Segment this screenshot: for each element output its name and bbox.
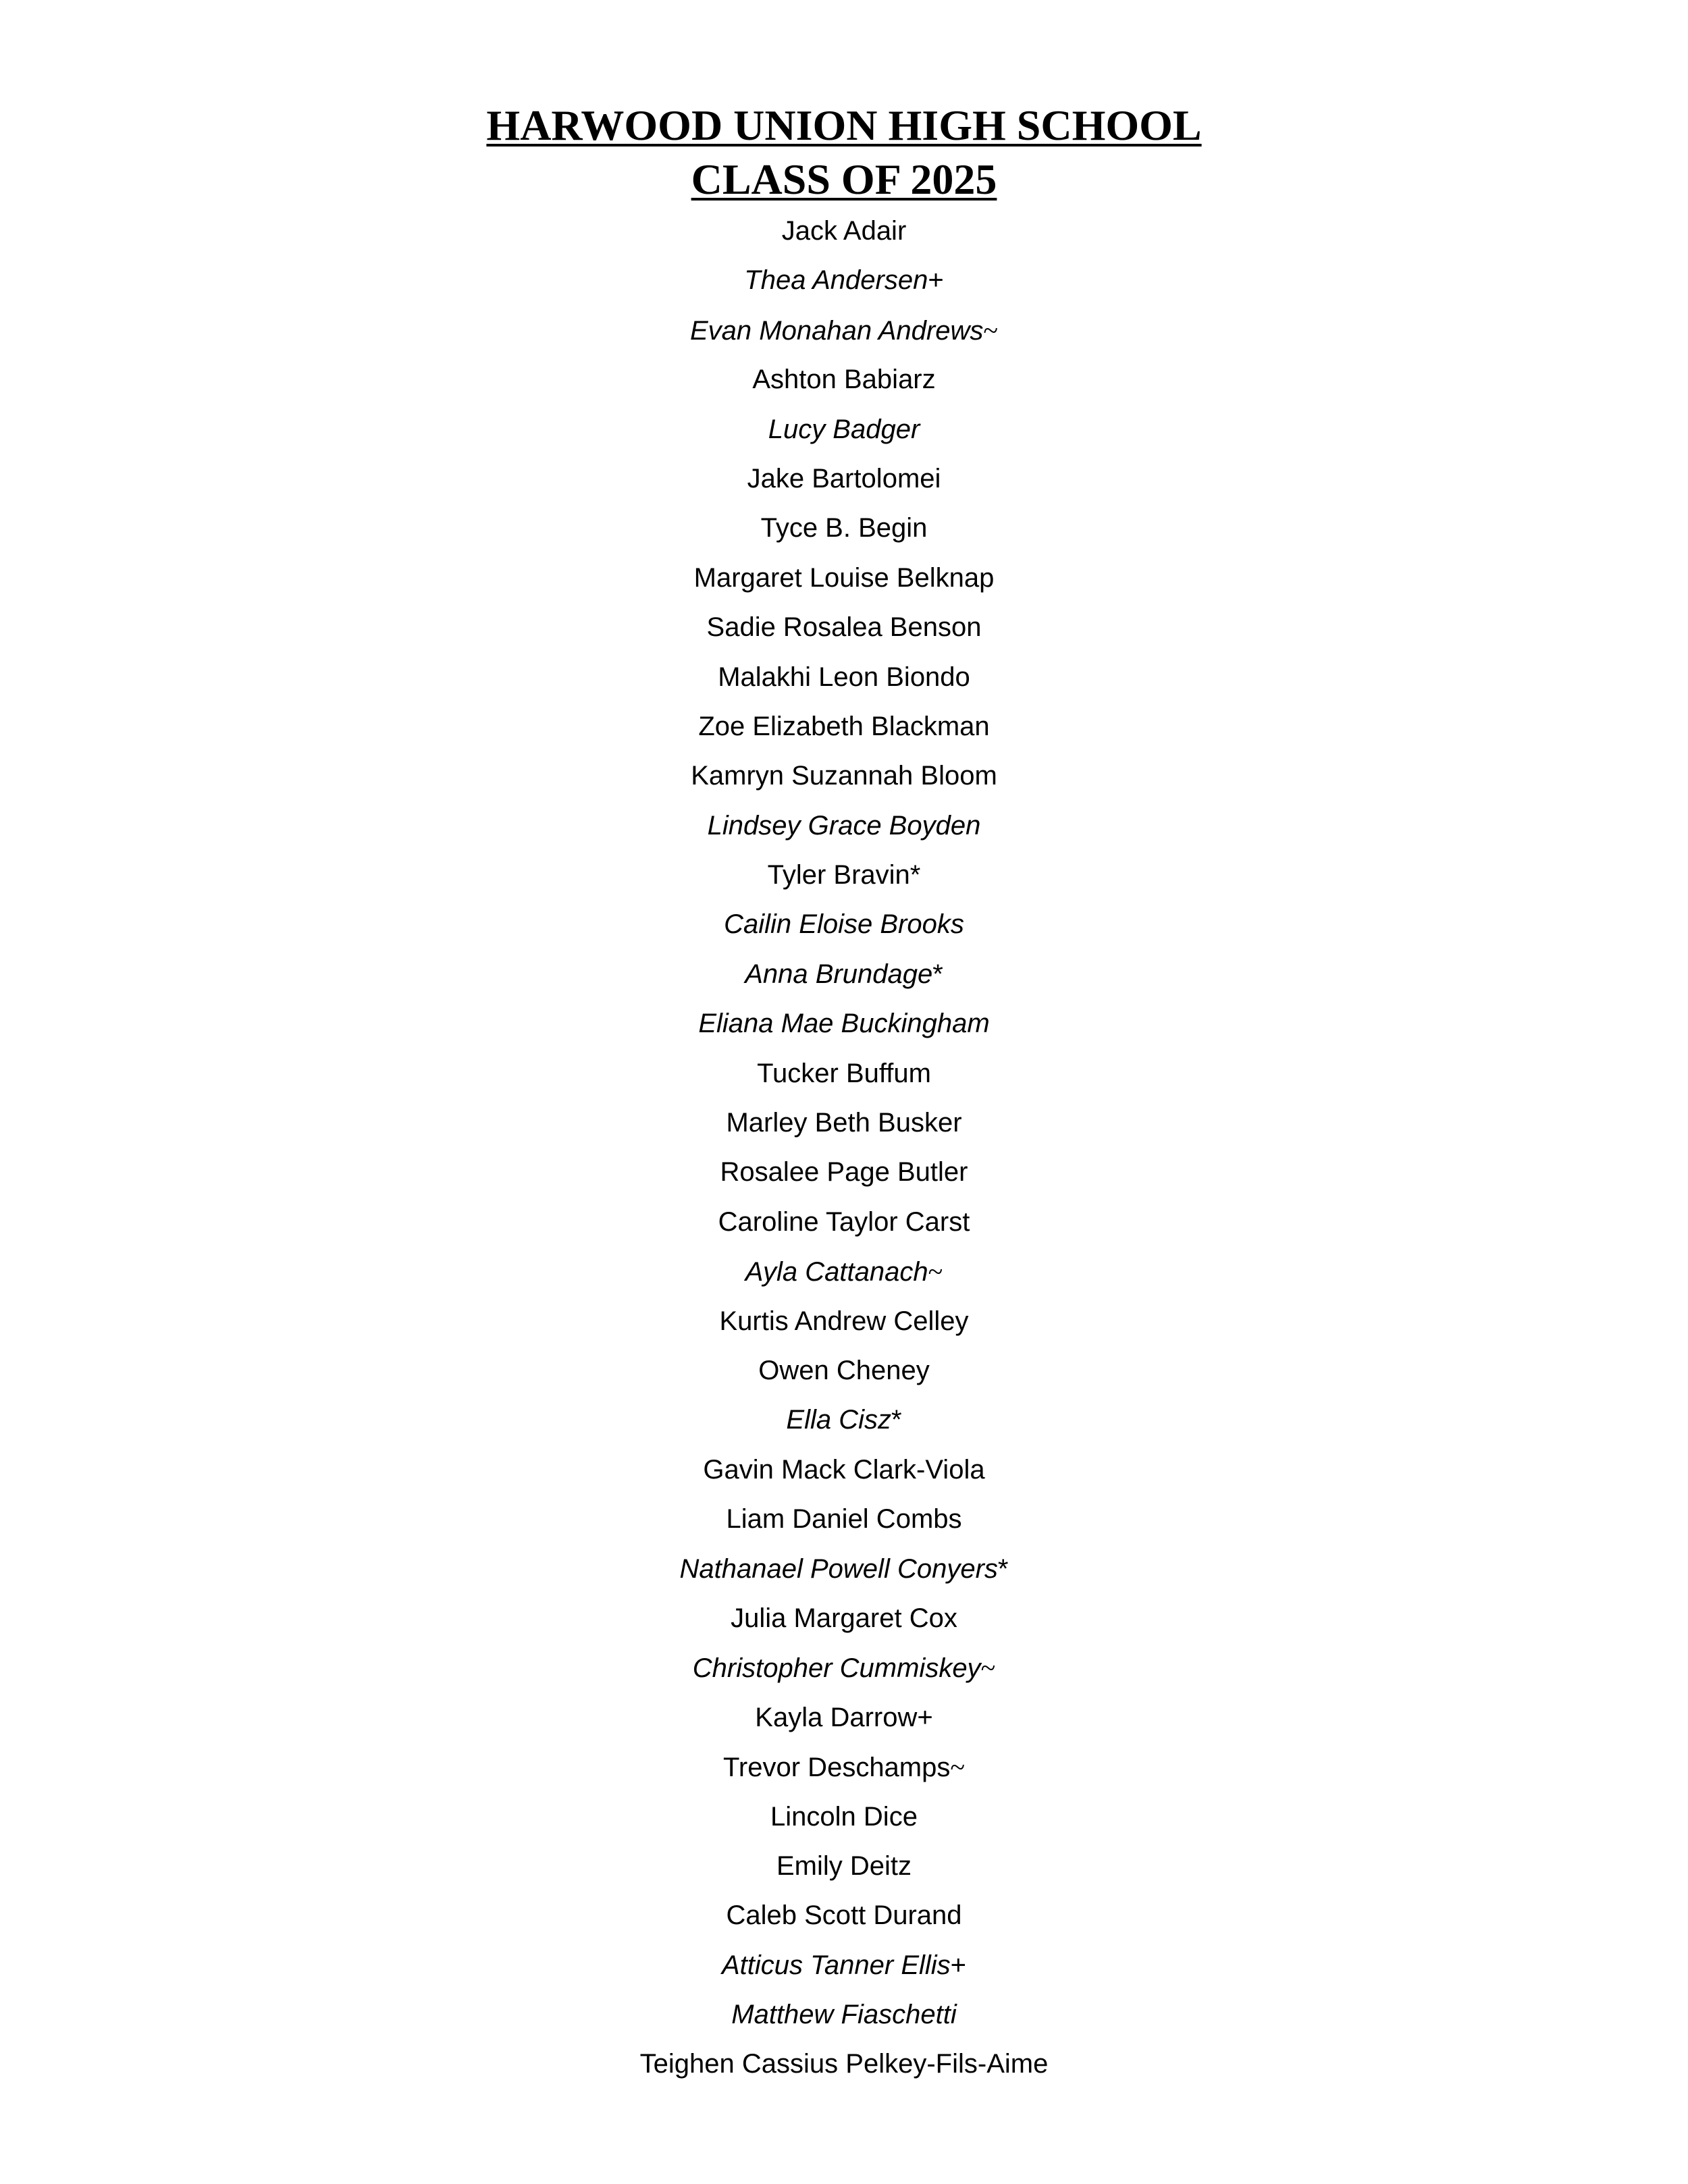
graduate-name: Kamryn Suzannah Bloom	[691, 761, 997, 791]
graduate-list-item	[0, 1148, 1688, 1197]
graduate-list	[0, 207, 1688, 2089]
graduate-name: Margaret Louise Belknap	[693, 562, 995, 593]
graduate-list-item	[0, 1445, 1688, 1495]
graduate-list-item	[0, 801, 1688, 851]
graduate-name: Marley Beth Busker	[726, 1108, 962, 1138]
graduate-name: Julia Margaret Cox	[731, 1603, 957, 1633]
honor-mark: +	[917, 1702, 933, 1732]
page-header	[0, 99, 1688, 207]
graduate-list-item	[0, 1297, 1688, 1346]
honor-mark: +	[950, 1950, 967, 1980]
graduate-name: Matthew Fiaschetti	[731, 2000, 957, 2030]
graduate-list-item	[0, 1693, 1688, 1742]
graduate-list-item	[0, 1742, 1688, 1792]
graduate-name: Ayla Cattanach	[745, 1257, 928, 1287]
graduate-name: Caroline Taylor Carst	[718, 1206, 970, 1237]
graduate-name: Anna Brundage	[745, 959, 933, 989]
honor-mark: ~	[928, 1256, 943, 1287]
honor-mark: ~	[980, 1653, 996, 1684]
graduate-list-item	[0, 306, 1688, 355]
graduate-list-item	[0, 1643, 1688, 1693]
graduate-list-item	[0, 1545, 1688, 1594]
graduate-list-item	[0, 702, 1688, 751]
graduate-list-item	[0, 1941, 1688, 1990]
graduate-list-item	[0, 355, 1688, 404]
graduate-name: Rosalee Page Butler	[720, 1157, 968, 1188]
graduate-name: Tyler Bravin	[767, 860, 910, 890]
graduate-list-item	[0, 1049, 1688, 1098]
graduate-name: Thea Andersen	[744, 265, 928, 296]
graduate-name: Zoe Elizabeth Blackman	[698, 711, 990, 741]
honor-mark: +	[928, 265, 944, 296]
graduate-list-item	[0, 950, 1688, 999]
graduate-list-item	[0, 1990, 1688, 2040]
graduate-name: Trevor Deschamps	[722, 1753, 951, 1783]
graduate-name: Lucy Badger	[768, 414, 920, 444]
graduate-name: Tyce B. Begin	[760, 513, 928, 543]
graduate-list-item	[0, 504, 1688, 553]
graduate-list-item	[0, 207, 1688, 256]
school-name: HARWOOD UNION HIGH SCHOOL	[486, 101, 1202, 149]
graduate-name: Kayla Darrow	[755, 1702, 918, 1732]
graduate-name: Evan Monahan Andrews	[690, 315, 984, 346]
graduate-list-item	[0, 1395, 1688, 1445]
graduate-list-item	[0, 851, 1688, 900]
graduate-list-item	[0, 1247, 1688, 1296]
graduate-name: Eliana Mae Buckingham	[698, 1009, 990, 1039]
graduate-name: Jake Bartolomei	[747, 463, 941, 494]
graduate-list-item	[0, 2040, 1688, 2089]
graduate-list-item	[0, 1495, 1688, 1544]
graduate-name: Tucker Buffum	[757, 1058, 931, 1088]
graduate-name: Owen Cheney	[758, 1355, 930, 1385]
graduate-name: Jack Adair	[781, 216, 907, 246]
graduate-name: Christopher Cummiskey	[692, 1653, 981, 1684]
graduate-list-item	[0, 1842, 1688, 1891]
graduate-name: Ella Cisz	[786, 1405, 891, 1435]
graduate-list-item	[0, 1346, 1688, 1395]
graduate-list-item	[0, 603, 1688, 652]
graduate-list-item	[0, 1891, 1688, 1940]
graduate-list-item	[0, 454, 1688, 504]
graduate-list-item	[0, 1198, 1688, 1247]
graduate-list-item	[0, 256, 1688, 305]
graduate-list-item	[0, 1792, 1688, 1842]
class-year: CLASS OF 2025	[691, 155, 997, 203]
graduate-list-item	[0, 900, 1688, 949]
graduate-name: Lindsey Grace Boyden	[707, 810, 981, 841]
graduate-name: Gavin Mack Clark-Viola	[703, 1454, 985, 1485]
honor-mark: *	[891, 1405, 902, 1435]
honor-mark: *	[932, 959, 943, 989]
honor-mark: *	[909, 860, 921, 890]
honor-mark: ~	[950, 1752, 966, 1783]
graduate-name: Sadie Rosalea Benson	[706, 612, 982, 643]
graduate-list-item	[0, 405, 1688, 454]
graduate-name: Ashton Babiarz	[752, 365, 936, 395]
honor-mark: *	[997, 1553, 1009, 1584]
graduate-name: Nathanael Powell Conyers	[679, 1553, 998, 1584]
graduate-list-item	[0, 1098, 1688, 1148]
graduate-name: Lincoln Dice	[770, 1801, 918, 1832]
graduate-name: Malakhi Leon Biondo	[718, 662, 970, 692]
graduate-name: Liam Daniel Combs	[726, 1504, 962, 1535]
graduate-name: Kurtis Andrew Celley	[719, 1306, 969, 1336]
graduate-list-item	[0, 554, 1688, 603]
graduate-list-item	[0, 1594, 1688, 1643]
graduate-name: Emily Deitz	[776, 1850, 912, 1881]
graduate-list-item	[0, 653, 1688, 702]
graduate-name: Cailin Eloise Brooks	[724, 909, 964, 940]
graduate-list-item	[0, 999, 1688, 1048]
graduate-name: Caleb Scott Durand	[726, 1900, 962, 1931]
graduate-list-item	[0, 751, 1688, 801]
graduate-name: Teighen Cassius Pelkey-Fils-Aime	[639, 2049, 1049, 2079]
graduate-name: Atticus Tanner Ellis	[721, 1950, 951, 1980]
honor-mark: ~	[983, 315, 998, 346]
